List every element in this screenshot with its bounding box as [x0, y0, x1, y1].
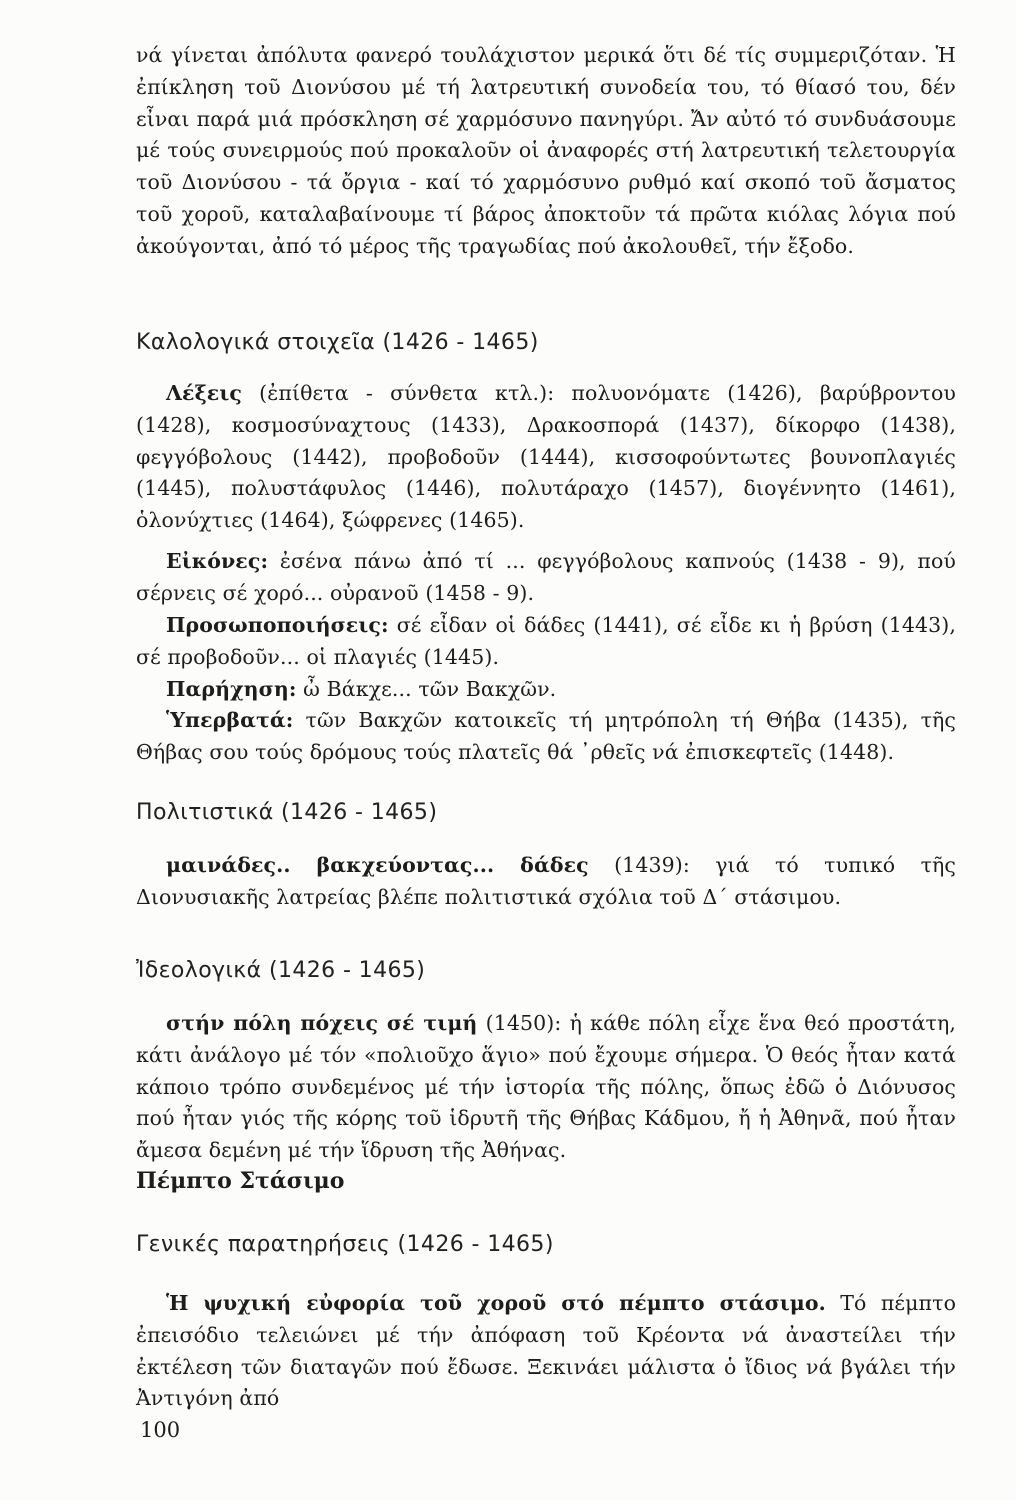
paragraph-ideologika	[136, 1008, 956, 1167]
label-eikones: Εἰκόνες:	[166, 549, 269, 573]
label-prosopopoiiseis: Προσωποποιήσεις:	[166, 613, 389, 637]
page-number: 100	[140, 1418, 181, 1442]
label-pempto: Ἡ ψυχική εὐφορία τοῦ χοροῦ στό πέμπτο στάσιμο.	[166, 1291, 826, 1315]
heading-kalologika: Καλολογικά στοιχεῖα (1426 - 1465)	[136, 330, 539, 355]
intro-paragraph: νά γίνεται ἀπόλυτα φανερό τουλάχιστον μερικά ὅτι δέ τίς συμμεριζόταν. Ἡ ἐπίκληση τοῦ Διονύσου μέ τή λατρευτική συνοδεία του, τό θίασό του, δέν εἶναι παρά μιά πρόσκληση σέ χαρμόσυνο πανηγύρι. Ἄν αὐτό τό συνδυάσουμε μέ τούς συνειρμούς πού προκαλοῦν οἱ ἀναφορές στή λατρευτική τελετουργία τοῦ Διονύσου - τά ὄργια - καί τό χαρμόσυνο ρυθμό καί σκοπό τοῦ ἄσματος τοῦ χοροῦ, καταλαβαίνουμε τί βάρος ἀποκτοῦν τά πρῶτα κιόλας λόγια πού ἀκούγονται, ἀπό τό μέρος τῆς τραγωδίας πού ἀκολουθεῖ, τήν ἔξοδο.	[136, 43, 956, 258]
label-lexeis: Λέξεις	[166, 381, 242, 405]
paragraph-prosopopoiiseis	[136, 610, 956, 674]
paragraph-lexeis	[136, 378, 956, 537]
label-parichisi: Παρήχηση:	[166, 677, 297, 701]
text-ideologika: (1450): ἡ κάθε πόλη εἶχε ἕνα θεό προστάτη, κάτι ἀνάλογο μέ τόν «πολιοῦχο ἅγιο» πού ἔχουμε σήμερα. Ὁ θεός ἦταν κατά κάποιο τρόπο συνδεμένος μέ τήν ἱστορία τῆς πόλης, ὅπως ἐδῶ ὁ Διόνυσος πού ἦταν γιός τῆς κόρης τοῦ ἱδρυτῆ τῆς Θήβας Κάδμου, ἤ ἡ Ἀθηνᾶ, πού ἦταν ἄμεσα δεμένη μέ τήν ἵδρυση τῆς Ἀθήνας.	[136, 1011, 956, 1163]
heading-genikes-paratiriseis: Γενικές παρατηρήσεις (1426 - 1465)	[136, 1232, 554, 1257]
text-parichisi: ὦ Βάκχε... τῶν Βακχῶν.	[296, 677, 557, 701]
text-prosopopoiiseis: σέ εἶδαν οἱ δάδες (1441), σέ εἶδε κι ἡ βρύση (1443), σέ προβοδοῦν... οἱ πλαγιές (1445).	[136, 613, 956, 669]
label-politistika: μαινάδες.. βακχεύοντας... δάδες	[166, 853, 589, 877]
paragraph-politistika	[136, 850, 956, 914]
text-eikones: ἐσένα πάνω ἀπό τί ... φεγγόβολους καπνούς (1438 - 9), πού σέρνεις σέ χορό... οὐρανοῦ (1458 - 9).	[136, 549, 956, 605]
label-ideologika: στήν πόλη πόχεις σέ τιμή	[166, 1011, 478, 1035]
heading-politistika: Πολιτιστικά (1426 - 1465)	[136, 800, 438, 825]
heading-ideologika: Ἰδεολογικά (1426 - 1465)	[136, 958, 426, 983]
text-lexeis: (ἐπίθετα - σύνθετα κτλ.): πολυονόματε (1426), βαρύβροντου (1428), κοσμοσύναχτους (1433), Δρακοσπορά (1437), δίκορφο (1438), φεγγόβολους (1442), προβοδοῦν (1444), κισσοφούντωτες βουνοπλαγιές (1445), πολυστάφυλος (1446), πολυτάραχο (1457), διογέννητο (1461), ὁλονύχτιες (1464), ξώφρενες (1465).	[136, 381, 956, 533]
text-pempto: Τό πέμπτο ἐπεισόδιο τελειώνει μέ τήν ἀπόφαση τοῦ Κρέοντα νά ἀναστείλει τήν ἐκτέλεση τῶν διαταγῶν πού ἔδωσε. Ξεκινάει μάλιστα ὁ ἴδιος νά βγάλει τήν Ἀντιγόνη ἀπό	[136, 1291, 957, 1411]
section-title-pempto-stasimo: Πέμπτο Στάσιμο	[136, 1168, 345, 1194]
paragraph-hyperbata	[136, 705, 956, 769]
paragraph-eikones	[136, 546, 956, 610]
text-hyperbata: τῶν Βακχῶν κατοικεῖς τή μητρόπολη τή Θήβα (1435), τῆς Θήβας σου τούς δρόμους τούς πλατεῖς θά ᾽ρθεῖς νά ἐπισκεφτεῖς (1448).	[136, 708, 956, 764]
paragraph-pempto-stasimo	[136, 1288, 956, 1415]
paragraph-parichisi	[136, 674, 956, 706]
label-hyperbata: Ὑπερβατά:	[166, 708, 294, 732]
text-politistika: (1439): γιά τό τυπικό τῆς Διονυσιακῆς λατρείας βλέπε πολιτιστικά σχόλια τοῦ Δ΄ στάσιμου.	[136, 853, 956, 909]
